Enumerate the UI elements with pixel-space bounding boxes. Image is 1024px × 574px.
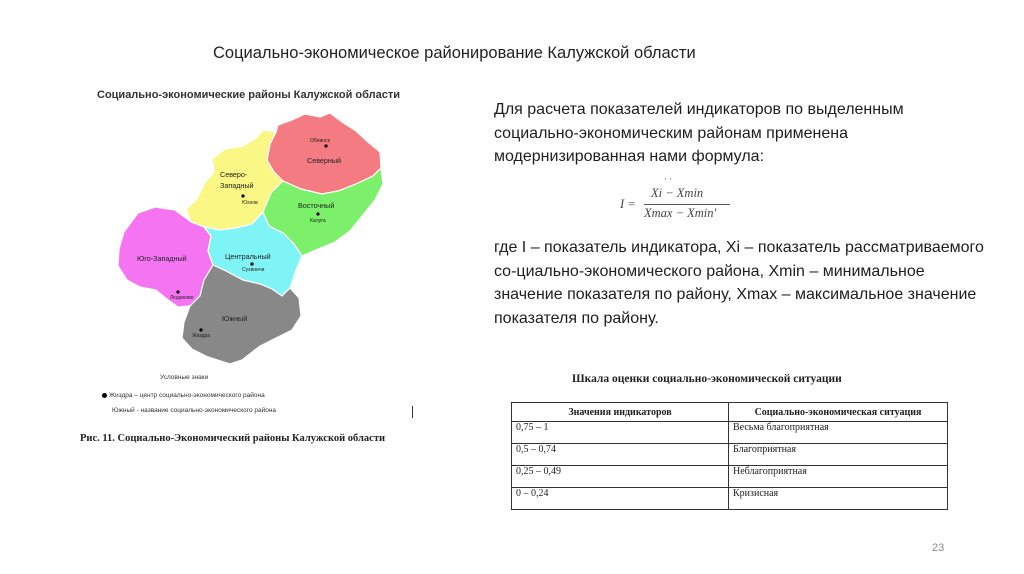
slide-title: Социально-экономическое районирование Калужской области [213,44,696,62]
region-label-severo-zapadny-2: Западный [220,181,254,190]
table-cell-range: 0,5 – 0,74 [512,444,729,466]
formula-numerator: Xi − Xmin [651,186,704,200]
table-row [512,466,948,488]
table-row [512,444,948,466]
table-header-row [512,403,948,422]
figure-caption: Рис. 11. Социально-Экономический районы Калужской области [80,433,386,444]
table-header-situation: Социально-экономическая ситуация [729,403,948,422]
legend-line-center-text: Жиздра – центр социально-экономического района [109,392,265,399]
table-cell-situation: Неблагоприятная [729,466,948,488]
center-dot-lyudinovo [176,290,179,293]
scale-table-title: Шкала оценки социально-экономической ситуации [572,373,842,385]
region-label-severo-zapadny-1: Северо- [220,170,248,179]
table-cell-situation: Благоприятная [729,444,948,466]
center-label-yukhnov: Юхнов [242,200,258,206]
table-cell-range: 0 – 0,24 [512,488,729,510]
legend-dot-icon [102,393,107,398]
map-figure [80,84,430,454]
table-row [512,488,948,510]
table-cell-situation: Кризисная [729,488,948,510]
center-label-lyudinovo: Людиново [170,295,194,301]
legend-line-center [102,392,265,399]
region-label-yuzhny: Южный [222,314,248,323]
center-dot-sukhinichi [250,262,253,265]
map-legend [80,374,430,434]
center-dot-yukhnov [241,194,244,197]
legend-tick-mark [412,406,413,418]
region-label-vostochny: Восточный [298,201,335,210]
legend-line-name: Южный - название социально-экономического района [112,407,277,414]
legend-title: Условные знаки [160,374,209,381]
table-header-values: Значения индикаторов [512,403,729,422]
map-heading: Социально-экономические районы Калужской области [97,89,401,101]
center-dot-obninsk [324,144,327,147]
table-cell-range: 0,75 – 1 [512,422,729,444]
scale-table [511,402,948,510]
table-row [512,422,948,444]
center-dot-kaluga [316,212,319,215]
region-label-tsentralny: Центральный [225,252,271,261]
formula-dots: · · [664,174,673,184]
region-label-severny: Северный [307,156,342,165]
center-label-sukhinichi: Сухиничи [242,267,265,273]
center-dot-zhizdra [199,328,202,331]
paragraph-intro: Для расчета показателей индикаторов по выделенным социально-экономическим районам применена модернизированная нами формула: [494,101,904,165]
center-label-zhizdra: Жиздра [192,333,211,339]
formula-denominator: Xmax − Xmin' [644,206,717,220]
formula-lhs: I = [620,197,636,211]
region-label-yugo-zapadny: Юго-Западный [137,254,187,263]
paragraph-definitions: где I – показатель индикатора, Xi – показатель рассматриваемого со-циально-экономического района, Xmin – минимальное значение показателя по району, Xmax – максимальное значение показателя по району. [494,239,984,327]
table-cell-situation: Весьма благоприятная [729,422,948,444]
formula [618,174,738,228]
center-label-obninsk: Обнинск [310,138,330,144]
page-number: 23 [932,542,945,554]
table-cell-range: 0,25 – 0,49 [512,466,729,488]
center-label-kaluga: Калуга [310,218,326,224]
region-map [80,84,430,384]
formula-fraction-bar [644,204,730,205]
